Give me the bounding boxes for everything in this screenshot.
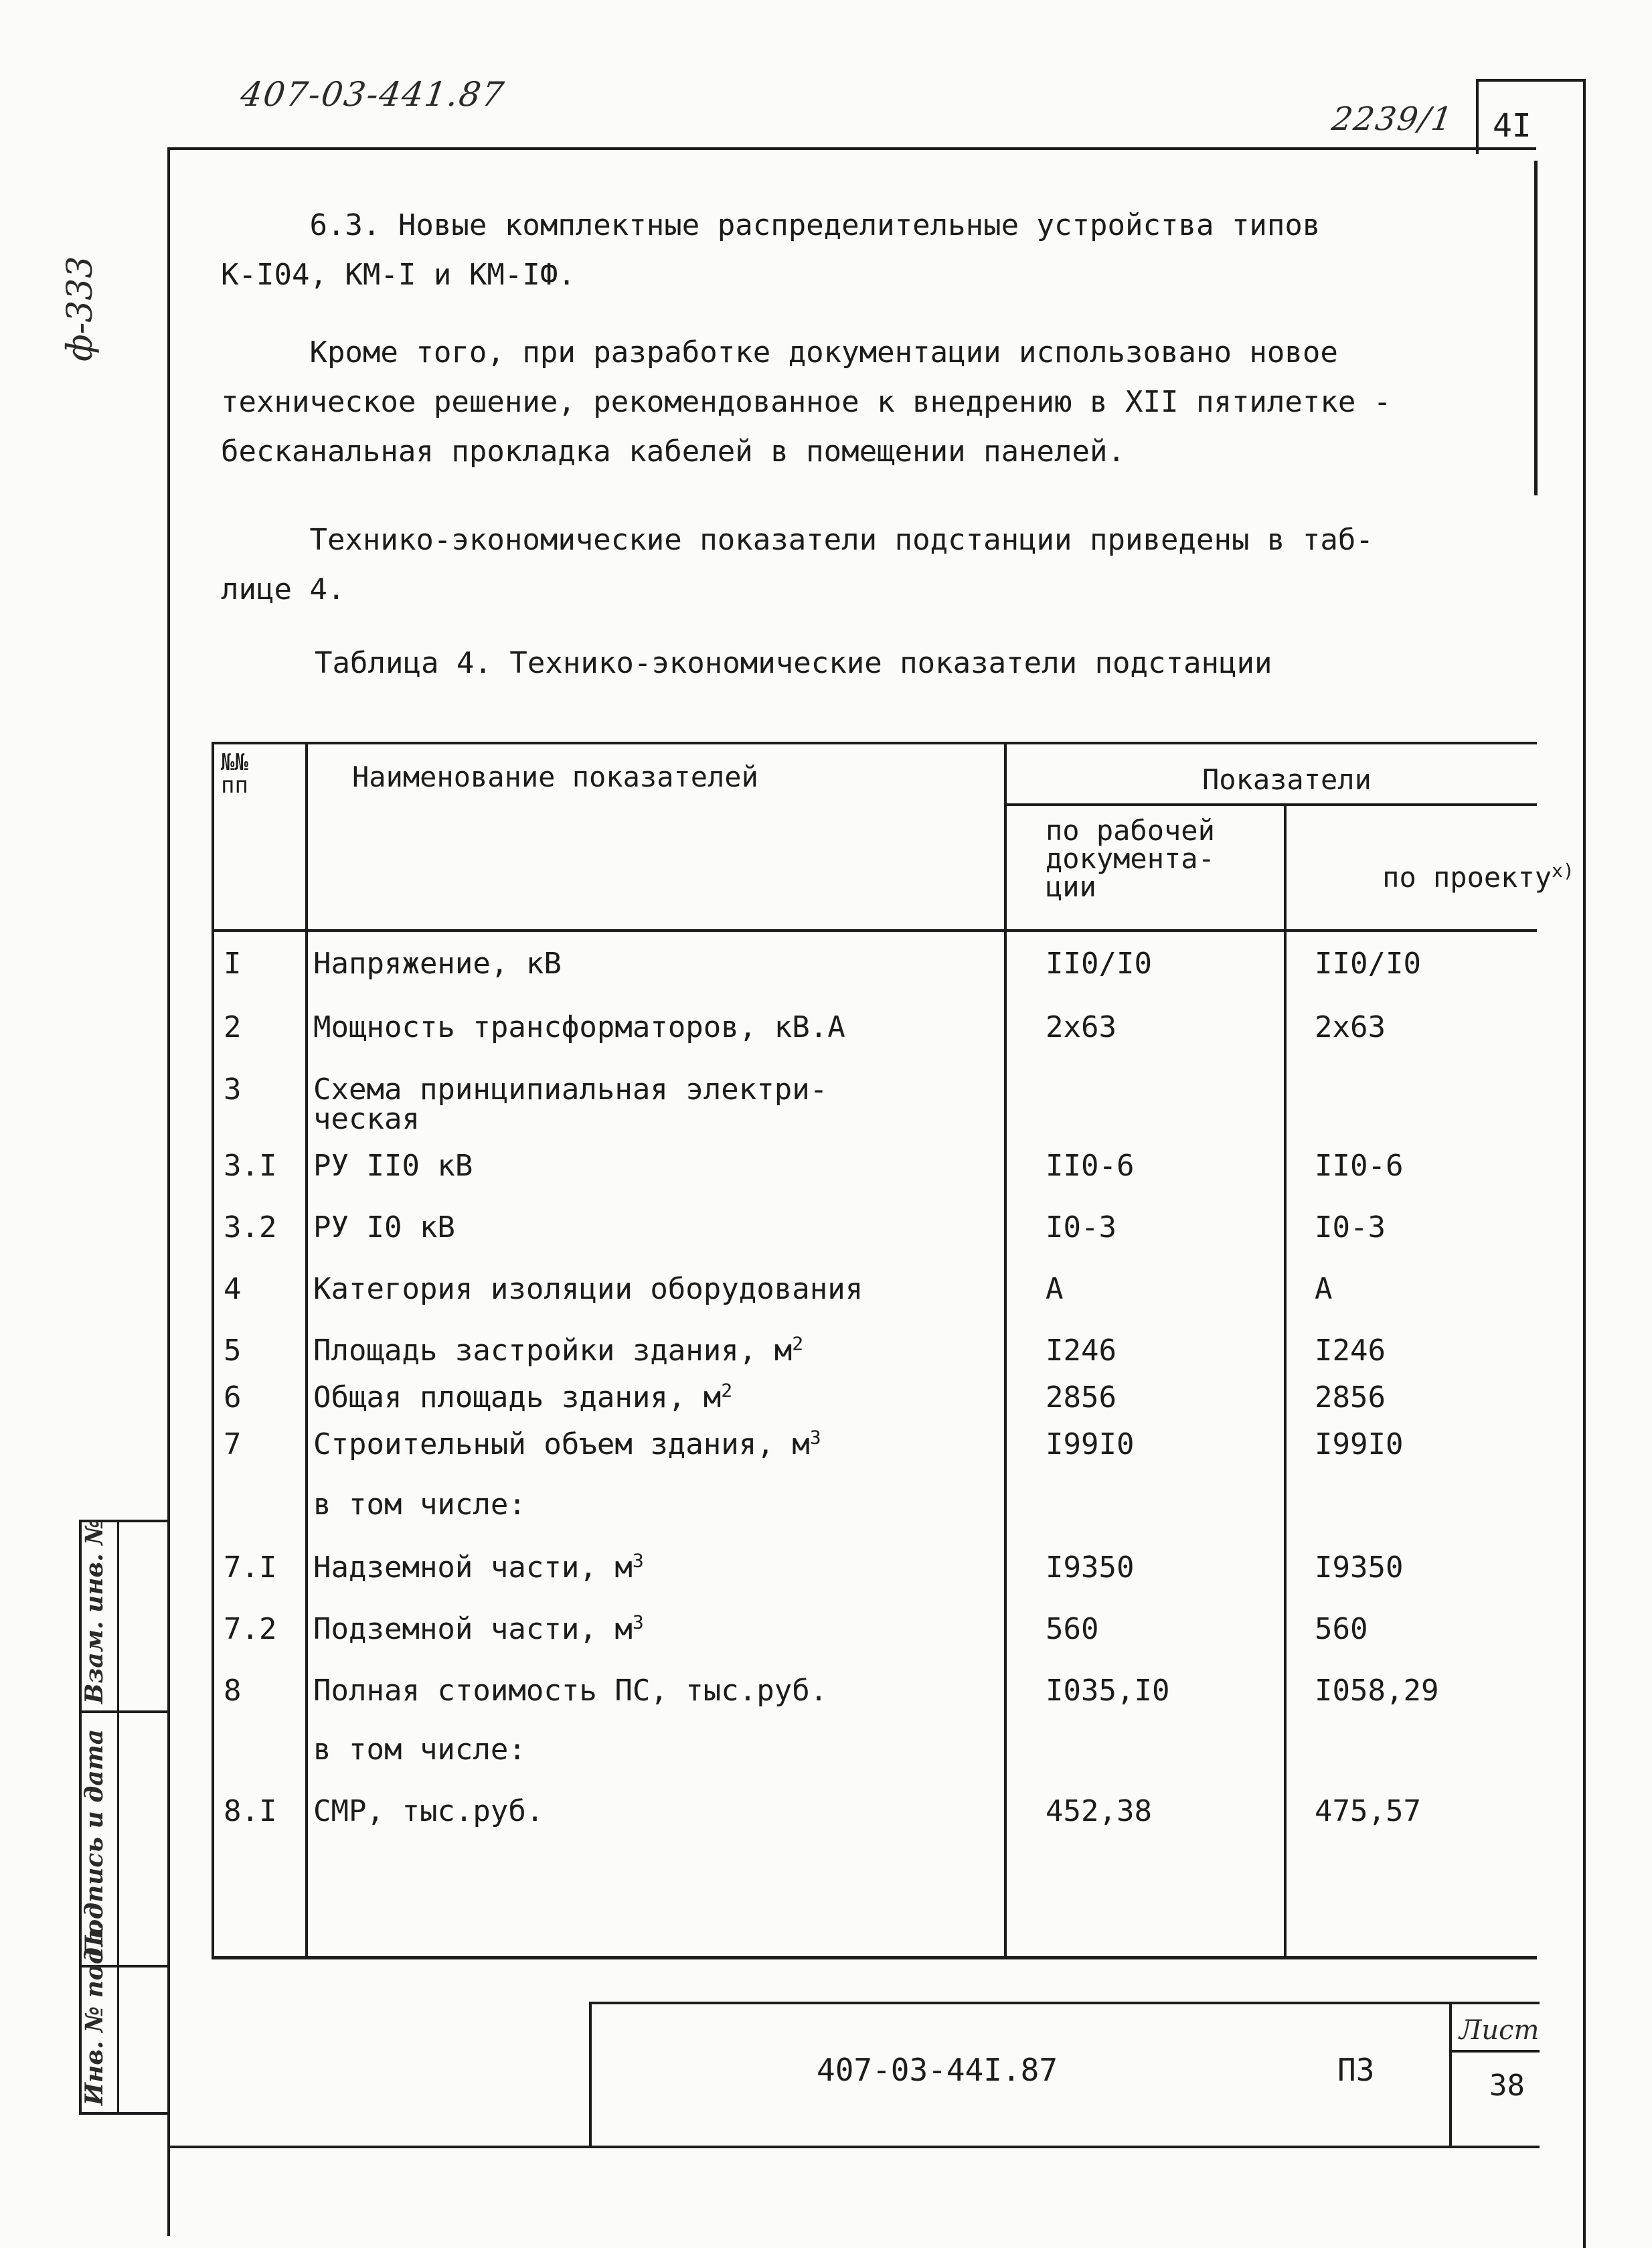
row-value-working-docs xyxy=(1046,1380,1117,1415)
row-value-project xyxy=(1315,1272,1333,1306)
row-indicator-name xyxy=(313,1010,845,1044)
row-value-working-docs xyxy=(1046,949,1152,979)
header-indicator-name: Наименование показателей xyxy=(352,760,758,793)
margin-box-bottom xyxy=(79,2112,170,2115)
row-value-working-docs xyxy=(1046,1427,1135,1461)
row-value-project xyxy=(1315,1550,1404,1585)
row-number xyxy=(224,1210,277,1245)
unit-exponent: 3 xyxy=(809,1426,821,1449)
table-name-col-divider xyxy=(1004,742,1007,1959)
row-value-project-text: I99I0 xyxy=(1315,1427,1404,1461)
stamp-left xyxy=(589,2002,592,2146)
paragraph-switchgear: 6.3. Новые комплектные распределительные устройства типов К-I04, КМ-I и КМ-IФ. xyxy=(221,208,1321,292)
row-value-project-text: 2х63 xyxy=(1315,1010,1386,1044)
row-value-working-docs xyxy=(1046,1336,1117,1366)
margin-box-divider-1 xyxy=(79,1710,170,1713)
row-indicator-name xyxy=(313,1735,526,1765)
row-value-project-text: 560 xyxy=(1315,1612,1368,1646)
row-number xyxy=(224,1272,242,1306)
row-indicator-name-text: Схема принципиальная электри- ческая xyxy=(313,1072,828,1136)
row-value-working-docs-text: I99I0 xyxy=(1046,1427,1135,1461)
row-value-project xyxy=(1315,1676,1438,1706)
row-number xyxy=(224,1427,242,1461)
margin-label-replace-inv: Взам. инв. № xyxy=(80,1518,108,1704)
row-value-project xyxy=(1315,1010,1386,1044)
stamp-sheet-label: Лист xyxy=(1459,2015,1540,2046)
table-num-col-divider xyxy=(305,742,308,1959)
row-number xyxy=(224,1151,276,1181)
row-indicator-name-text: СМР, тыс.руб. xyxy=(313,1794,544,1828)
row-number xyxy=(224,1336,242,1366)
row-indicator-name xyxy=(313,1549,644,1585)
row-number xyxy=(224,1794,277,1828)
row-number xyxy=(224,1612,277,1646)
document-code-handwritten: 407-03-441.87 xyxy=(238,75,507,114)
outer-right-line xyxy=(1583,79,1586,2248)
unit-exponent: 3 xyxy=(632,1611,644,1633)
row-value-working-docs-text: А xyxy=(1046,1272,1064,1306)
row-indicator-name xyxy=(313,1676,827,1706)
page-number-box-top xyxy=(1476,79,1586,82)
row-indicator-name-text: Полная стоимость ПС, тыс.руб. xyxy=(313,1674,828,1708)
row-value-working-docs xyxy=(1046,1151,1134,1181)
header-by-project-footnote-mark: x) xyxy=(1552,860,1574,882)
row-value-working-docs xyxy=(1046,1676,1169,1706)
bottom-frame-line xyxy=(167,2146,1540,2148)
paragraph-indicators-intro: Технико-экономические показатели подстанции приведены в таб- лице 4. xyxy=(221,523,1374,607)
row-number-text: 7.2 xyxy=(224,1612,277,1646)
row-indicator-name xyxy=(313,1611,644,1646)
row-value-project xyxy=(1315,1380,1386,1415)
row-indicator-name xyxy=(313,1332,804,1368)
row-value-project xyxy=(1315,1794,1421,1828)
row-value-project-text: А xyxy=(1315,1272,1333,1306)
row-indicator-name xyxy=(313,1272,863,1306)
row-number-text: 7 xyxy=(224,1427,242,1461)
row-value-working-docs xyxy=(1046,1550,1135,1585)
order-code-handwritten: 2239/1 xyxy=(1329,100,1456,138)
page-number-box-left xyxy=(1476,80,1479,154)
row-indicator-name-text: Напряжение, кВ xyxy=(313,947,562,981)
row-number xyxy=(224,1010,242,1044)
row-value-project-text: 2856 xyxy=(1315,1380,1386,1415)
right-frame-line xyxy=(1534,161,1538,495)
margin-box-right xyxy=(167,1520,170,2112)
header-number: №№ пп xyxy=(221,749,248,799)
unit-exponent: 2 xyxy=(721,1379,733,1402)
stamp-document-type: ПЗ xyxy=(1337,2052,1375,2088)
row-value-project-text: II0/I0 xyxy=(1315,947,1421,981)
row-indicator-name xyxy=(313,949,562,979)
stamp-sheet-box-left xyxy=(1449,2002,1452,2146)
row-number-text: 8 xyxy=(224,1674,242,1708)
row-value-project-text: I0-3 xyxy=(1315,1210,1386,1245)
stamp-top xyxy=(589,2002,1540,2004)
header-indicators-group: Показатели xyxy=(1202,763,1372,796)
table-value-col-divider xyxy=(1284,803,1287,1959)
row-number-text: 2 xyxy=(224,1010,242,1044)
row-indicator-name-text: Категория изоляции оборудования xyxy=(313,1272,863,1306)
row-number-text: 3.I xyxy=(224,1149,277,1183)
row-indicator-name xyxy=(313,1210,455,1245)
row-value-working-docs-text: II0/I0 xyxy=(1046,947,1152,981)
stamp-document-code: 407-03-44I.87 xyxy=(817,2052,1058,2088)
row-value-project xyxy=(1315,1612,1368,1646)
row-indicator-name-text: РУ II0 кВ xyxy=(313,1149,473,1183)
margin-label-inv-orig: Инв. № подл. xyxy=(80,1921,108,2105)
row-number-text: 8.I xyxy=(224,1794,277,1828)
row-value-working-docs-text: 452,38 xyxy=(1046,1794,1152,1828)
row-indicator-name xyxy=(313,1794,544,1828)
table-top-border xyxy=(212,742,1537,744)
row-number-text: 3 xyxy=(224,1072,242,1107)
table-header-bottom xyxy=(212,929,1537,932)
row-indicator-name-text: Строительный объем здания, м xyxy=(313,1427,810,1461)
row-number-text: I xyxy=(224,947,242,981)
stamp-sheet-number: 38 xyxy=(1489,2069,1525,2103)
row-indicator-name-text: Площадь застройки здания, м xyxy=(313,1334,793,1368)
row-indicator-name-text: Общая площадь здания, м xyxy=(313,1380,722,1415)
row-number-text: 5 xyxy=(224,1334,242,1368)
side-code-handwritten: ф-333 xyxy=(60,256,100,362)
row-indicator-name xyxy=(313,1490,526,1520)
stamp-sheet-box-divider xyxy=(1449,2050,1540,2053)
row-number xyxy=(224,1380,242,1415)
row-value-project xyxy=(1315,1210,1386,1245)
unit-exponent: 3 xyxy=(632,1549,644,1572)
header-by-project-label: по проекту xyxy=(1382,861,1552,894)
row-indicator-name xyxy=(313,1426,821,1461)
row-value-project xyxy=(1315,1336,1386,1366)
row-value-working-docs-text: I0-3 xyxy=(1046,1210,1117,1245)
table-caption: Таблица 4. Технико-экономические показатели подстанции xyxy=(315,646,1272,680)
row-value-working-docs xyxy=(1046,1210,1117,1245)
row-number-text: 6 xyxy=(224,1380,242,1415)
header-by-project xyxy=(1315,835,1574,920)
row-value-project-text: I246 xyxy=(1315,1334,1386,1368)
row-value-working-docs xyxy=(1046,1272,1064,1306)
row-value-project-text: I058,29 xyxy=(1315,1674,1439,1708)
row-value-working-docs xyxy=(1046,1612,1099,1646)
unit-exponent: 2 xyxy=(792,1332,804,1355)
row-value-working-docs-text: I9350 xyxy=(1046,1550,1135,1585)
table-left-border xyxy=(212,742,214,1959)
row-indicator-name-text: Надземной части, м xyxy=(313,1550,633,1585)
margin-box-inner-col xyxy=(117,1520,119,2112)
header-by-working-docs: по рабочей документа- ции xyxy=(1046,814,1215,903)
table-bottom-border xyxy=(212,1956,1537,1959)
page-number: 4I xyxy=(1493,107,1532,145)
row-indicator-name-text: Мощность трансформаторов, кВ.А xyxy=(313,1010,845,1044)
row-indicator-name xyxy=(313,1072,828,1136)
row-value-working-docs-text: 2х63 xyxy=(1046,1010,1117,1044)
row-indicator-name-text: РУ I0 кВ xyxy=(313,1210,455,1245)
table-group-header-divider xyxy=(1004,803,1537,806)
row-number xyxy=(224,949,242,979)
row-value-working-docs-text: I035,I0 xyxy=(1046,1674,1170,1708)
row-value-working-docs xyxy=(1046,1794,1152,1828)
row-number xyxy=(224,1072,242,1107)
row-value-working-docs xyxy=(1046,1010,1117,1044)
row-number-text: 4 xyxy=(224,1272,242,1306)
row-indicator-name-text: в том числе: xyxy=(313,1733,526,1767)
row-indicator-name xyxy=(313,1151,473,1181)
row-value-project-text: 475,57 xyxy=(1315,1794,1421,1828)
row-indicator-name-text: в том числе: xyxy=(313,1488,526,1522)
row-value-working-docs-text: 2856 xyxy=(1046,1380,1117,1415)
row-value-project xyxy=(1315,949,1421,979)
row-indicator-name xyxy=(313,1379,733,1415)
row-indicator-name-text: Подземной части, м xyxy=(313,1612,633,1646)
row-value-working-docs-text: I246 xyxy=(1046,1334,1117,1368)
margin-label-sign-date: Подпись и дата xyxy=(80,1729,108,1958)
top-frame-line xyxy=(167,147,1536,150)
row-number-text: 7.I xyxy=(224,1550,277,1585)
row-number xyxy=(224,1550,277,1585)
row-value-project xyxy=(1315,1427,1404,1461)
row-value-project-text: I9350 xyxy=(1315,1550,1404,1585)
indicators-table xyxy=(212,742,1574,1960)
row-value-project-text: II0-6 xyxy=(1315,1149,1404,1183)
row-number xyxy=(224,1676,242,1706)
paragraph-technical-solution: Кроме того, при разработке документации использовано новое техническое решение, рекомендованное к внедрению в XII пятилетке - бесканальная прокладка кабелей в помещении панелей. xyxy=(221,335,1392,469)
row-value-working-docs-text: 560 xyxy=(1046,1612,1099,1646)
row-value-project xyxy=(1315,1151,1403,1181)
row-number-text: 3.2 xyxy=(224,1210,277,1245)
row-value-working-docs-text: II0-6 xyxy=(1046,1149,1135,1183)
